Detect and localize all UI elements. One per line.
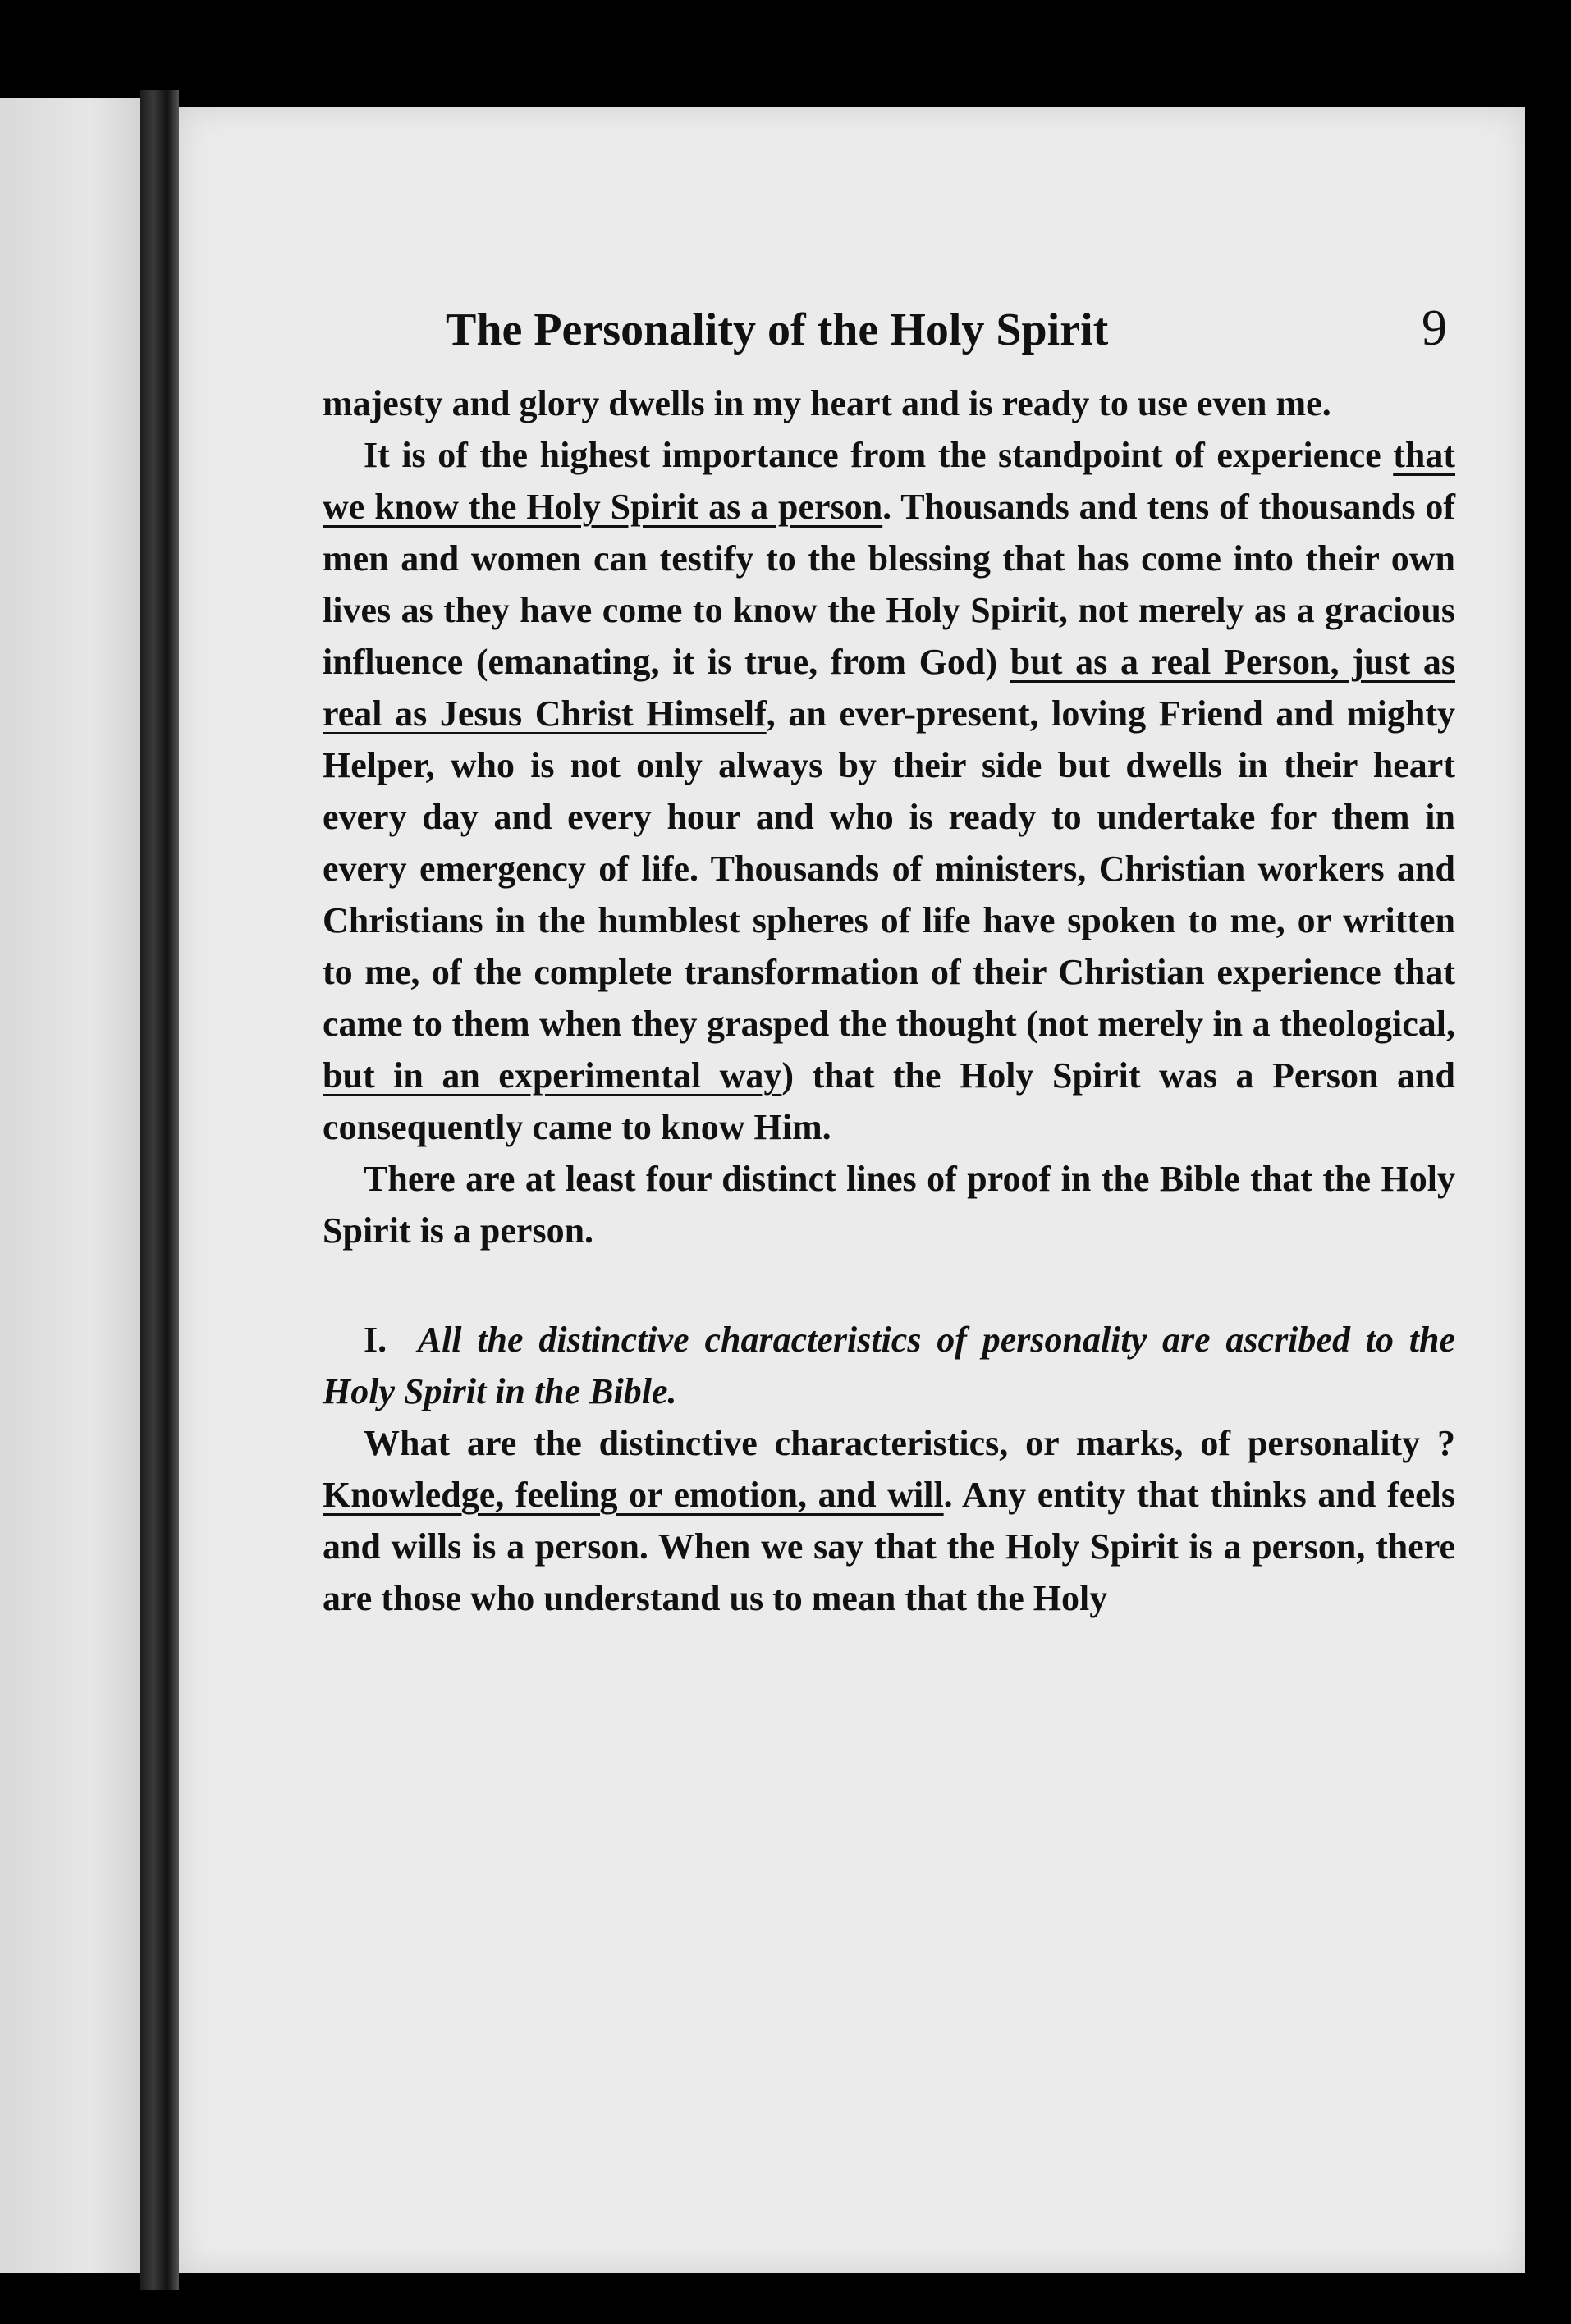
paragraph-2-text-a: It is of the highest importance from the standpoint of experience <box>364 435 1394 475</box>
paragraph-2-text-b: . Thousands and tens of thousands of men and women can testify to the blessing that has come into their own lives as they have come to know the Holy Spirit, not merely as a gracious influence (emanating, it is true, from God) <box>323 487 1455 682</box>
section-heading <box>323 1314 1455 1417</box>
page-number: 9 <box>1422 300 1447 356</box>
paragraph-4-text-b: . Any entity that thinks and feels and wills is a person. When we say that the Holy Spirit is a person, there are those who understand us to mean that the Holy <box>323 1475 1455 1618</box>
scan-border <box>1525 107 1571 2273</box>
paragraph-2 <box>323 429 1455 1153</box>
underlined-phrase-3: but in an experimental way <box>323 1055 782 1096</box>
paragraph-1: majesty and glory dwells in my heart and is ready to use even me. <box>323 383 1331 423</box>
paragraph-2-text-c: , an ever-present, loving Friend and mighty Helper, who is not only always by their side but dwells in their heart every day and every hour and who is ready to undertake for them in every emergency of life. Thousands of ministers, Christian workers and Christians in the humblest spheres of life have spoken to me, or written to me, of the complete transformation of their Christian experience that came to them when they grasped the thought (not merely in a theological, <box>323 693 1455 1044</box>
underlined-phrase-1: that we know the Holy Spirit as a person <box>323 435 1455 527</box>
underlined-phrase-2: but as a real Person, just as real as Jesus Christ Himself <box>323 642 1455 734</box>
book-page <box>179 107 1525 2273</box>
page-text <box>323 300 1455 1624</box>
facing-page-edge <box>0 98 152 2273</box>
section-title: All the distinctive characteristics of personality are ascribed to the Holy Spirit in the Bible. <box>323 1320 1455 1411</box>
paragraph-4-text-a: What are the distinctive characteristics, or marks, of personality ? <box>364 1423 1455 1463</box>
running-head-title: The Personality of the Holy Spirit <box>446 304 1109 355</box>
paragraph-4 <box>323 1417 1455 1624</box>
book-spine <box>140 90 179 2290</box>
underlined-phrase-4: Knowledge, feeling or emotion, and will <box>323 1475 944 1515</box>
running-head <box>446 300 1455 358</box>
section-number: I. <box>364 1320 387 1360</box>
paragraph-2-text-d: ) that the Holy Spirit was a Person and consequently came to know Him. <box>323 1055 1455 1147</box>
paragraph-3: There are at least four distinct lines of proof in the Bible that the Holy Spirit is a person. <box>323 1159 1455 1251</box>
